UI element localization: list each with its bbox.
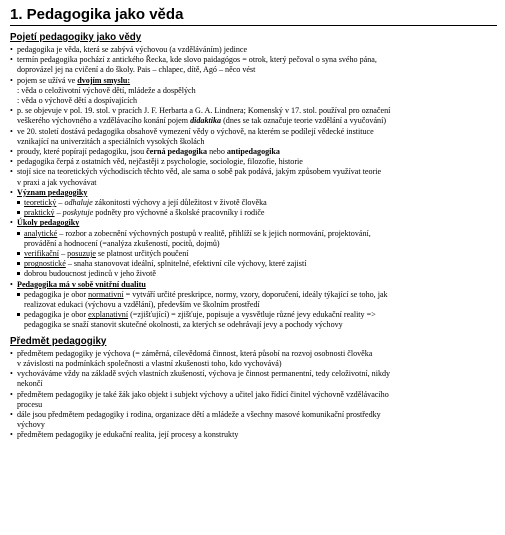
sub-bullet-continuation: pedagogika se snaží stanovit skutečné okolnosti, za kterých se odehrávají jevy a pochody výchovy: [24, 320, 343, 330]
bullet-item: • proudy, které popírají pedagogiku, jsou černá pedagogika nebo antipedagogika: [10, 147, 497, 157]
page-title: 1. Pedagogika jako věda: [10, 6, 497, 26]
bullet-continuation: veškerého výchovného a vzdělávacího konání pojem didaktika (dnes se tak označuje teorie vzdělání a vyučování): [17, 116, 387, 126]
sub-bullet-item: analytické – rozbor a zobecnění výchovných postupů v realitě, přihlíží se k jejich normování, projektování,: [10, 229, 497, 239]
sub-bullet-item: prognostické – snaha stanovovat ideální, splnitelné, efektivní cíle výchovy, které zajistí: [10, 259, 497, 269]
bullet-item: • p. se objevuje v pol. 19. stol. v pracích J. F. Herbarta a G. A. Lindnera; Komenský v 17. stol. používal pro označení: [10, 106, 497, 116]
sub-bullet-continuation: provádění a hodnocení (=analýza zkušeností, pocitů, dojmů): [24, 238, 220, 248]
bullet-item: • dále jsou předmětem pedagogiky i rodina, organizace dětí a mládeže a všechny masové komunikační prostředky: [10, 410, 497, 420]
bullet-continuation: v závislosti na podmínkách společnosti a vlastní zkušenosti toho, kdo vychovává): [17, 358, 282, 368]
sub-bullet-item: dobrou budoucnost jedinců v jeho životě: [10, 269, 497, 279]
bullet-item-dualita: • Pedagogika má v sobě vnitřní dualitu: [10, 280, 497, 290]
bullet-item: • termín pedagogika pochází z antického Řecka, kde slovo paidagógos = otrok, který pečoval o syna svého pána,: [10, 55, 497, 65]
sub-bullet-item: teoretický – odhaluje zákonitosti výchovy a její důležitost v životě člověka: [10, 198, 497, 208]
bullet-continuation: v praxi a jak vychovávat: [17, 177, 97, 187]
bullet-continuation: nekončí: [17, 379, 43, 389]
bullet-item: • předmětem pedagogiky je edukační realita, její procesy a konstrukty: [10, 430, 497, 440]
bullet-item: • vychováváme vždy na základě svých vlastních zkušeností, výchova je činnost permanentní, tedy celoživotní, nikdy: [10, 369, 497, 379]
bullet-item: • stojí sice na teoretických východiscích těchto věd, ale sama o sobě pak podává, jakým způsobem využívat teorie: [10, 167, 497, 177]
sub-bullet-item: verifikační – posuzuje se platnost určitých poučení: [10, 249, 497, 259]
sub-bullet-item: pedagogika je obor explanativní (=zjišťující) = zjišťuje, popisuje a vysvětluje různé jevy edukační reality =>: [10, 310, 497, 320]
sub-bullet-item: praktický – poskytuje podněty pro výchovné a školské pracovníky i rodiče: [10, 208, 497, 218]
sub-bullet-item: pedagogika je obor normativní = vytváří určité preskripce, normy, vzory, doporučení, ideály týkající se toho, jak: [10, 290, 497, 300]
bullet-item: • předmětem pedagogiky je také žák jako objekt i subjekt výchovy a učitel jako řídící činitel výchovně vzdělávacího: [10, 390, 497, 400]
section-heading-predmet: Předmět pedagogiky: [10, 335, 107, 347]
bullet-continuation: : věda o výchově dětí a dospívajících: [17, 96, 138, 106]
bullet-item: • předmětem pedagogiky je výchova (= záměrná, cílevědomá činnost, která působí na rozvoj osobnosti člověka: [10, 349, 497, 359]
bullet-item: • ve 20. století dostává pedagogika obsahově vymezení vědy o výchově, na kterém se podílejí vědecké instituce: [10, 127, 497, 137]
bullet-continuation: procesu: [17, 399, 43, 409]
bullet-continuation: vznikající na univerzitách a speciálních vysokých školách: [17, 136, 205, 146]
bullet-continuation: : věda o celoživotní výchově dětí, mládeže a dospělých: [17, 85, 196, 95]
bullet-item: • pojem se užívá ve dvojím smyslu:: [10, 76, 497, 86]
bullet-item-ukoly: • Úkoly pedagogiky: [10, 218, 497, 228]
section-heading-pojeti: Pojetí pedagogiky jako vědy: [10, 32, 142, 43]
bullet-item-vyznam: • Význam pedagogiky: [10, 188, 497, 198]
bullet-item: • pedagogika je věda, která se zabývá výchovou (a vzděláváním) jedince: [10, 45, 497, 55]
bullet-item: • pedagogika čerpá z ostatních věd, nejčastěji z psychologie, sociologie, filozofie, historie: [10, 157, 497, 167]
sub-bullet-continuation: realizovat edukaci (výchovu a vzdělání), především ve školním prostředí: [24, 300, 260, 310]
bullet-continuation: výchovy: [17, 420, 45, 430]
bullet-continuation: doprovázel jej na cvičení a do školy. Pais – chlapec, dítě, Agó – něco vést: [17, 65, 256, 75]
